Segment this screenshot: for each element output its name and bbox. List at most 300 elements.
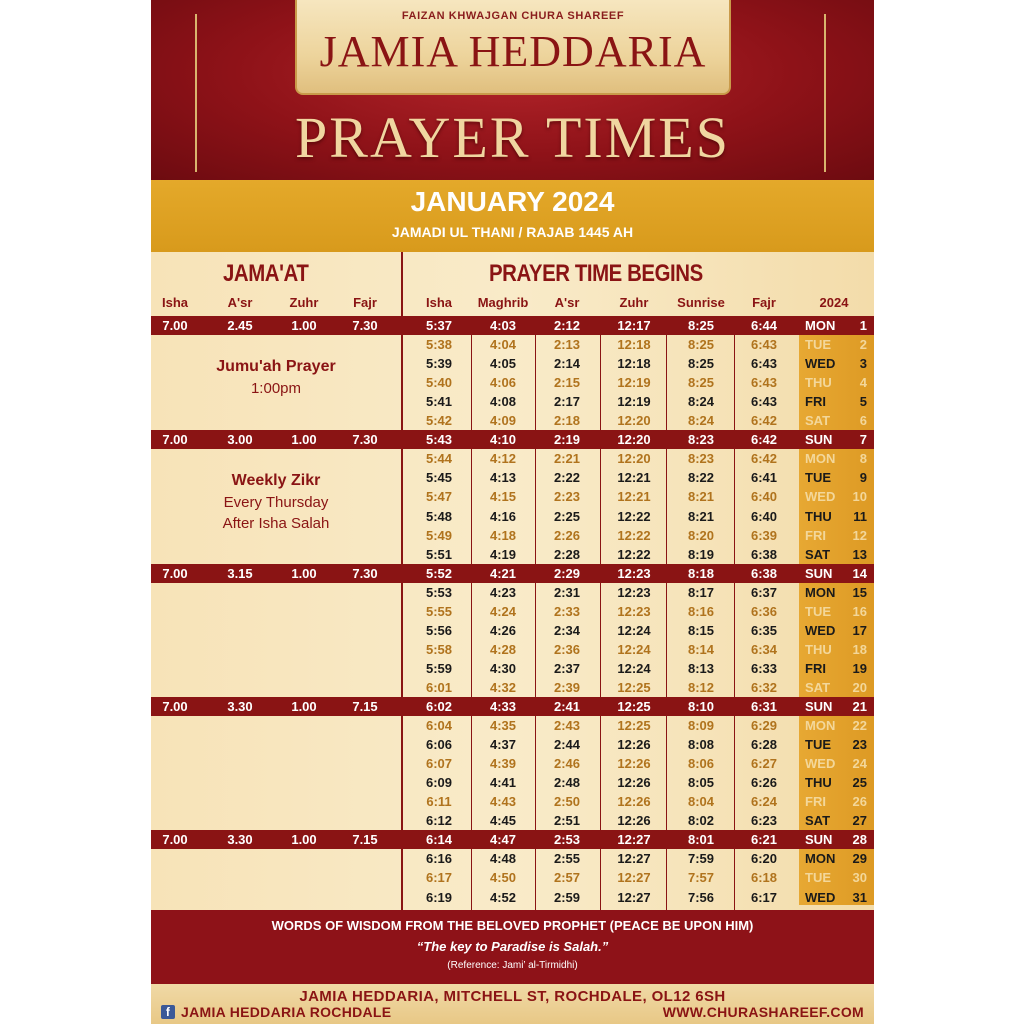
begin-time: 12:20 <box>617 432 651 448</box>
begin-time: 12:21 <box>617 470 651 486</box>
begin-time: 2:44 <box>553 737 581 753</box>
begin-time: 4:19 <box>489 546 517 562</box>
date-number: 22 <box>852 718 867 734</box>
date-number: 27 <box>852 813 867 829</box>
begin-time: 6:38 <box>750 565 778 581</box>
begin-time: 12:27 <box>617 889 651 905</box>
table-row <box>151 678 874 697</box>
date-number: 31 <box>852 889 867 905</box>
date-number: 13 <box>852 546 867 562</box>
begin-time: 12:26 <box>617 794 651 810</box>
begin-time: 6:38 <box>750 546 778 562</box>
begin-time: 6:17 <box>425 870 453 886</box>
jumuah-title: Jumu'ah Prayer <box>216 358 336 375</box>
begin-time: 6:36 <box>750 603 778 619</box>
begin-time: 8:17 <box>687 584 715 600</box>
weekday: THU <box>805 775 832 791</box>
begin-time: 2:59 <box>553 889 581 905</box>
begin-time: 6:17 <box>750 889 778 905</box>
begin-time: 5:44 <box>425 451 453 467</box>
begin-time: 8:13 <box>687 660 715 676</box>
begin-time: 6:42 <box>750 451 778 467</box>
begin-time: 12:18 <box>617 337 651 353</box>
zikr-title: Weekly Zikr <box>231 472 321 489</box>
date-number: 18 <box>852 641 867 657</box>
begin-time: 4:45 <box>489 813 517 829</box>
begin-time: 8:24 <box>687 394 715 410</box>
date-number: 1 <box>859 318 867 333</box>
begin-time: 2:55 <box>553 851 581 867</box>
begins-header: Isha <box>425 295 452 310</box>
begin-time: 12:23 <box>617 603 651 619</box>
weekday: SUN <box>805 699 833 714</box>
weekday: THU <box>805 375 832 391</box>
begin-time: 2:37 <box>553 660 581 676</box>
begin-time: 8:22 <box>687 470 715 486</box>
date-number: 6 <box>859 413 867 429</box>
weekday: TUE <box>805 737 831 753</box>
begin-time: 4:32 <box>489 679 517 695</box>
weekday: MON <box>805 318 836 333</box>
prayer-times-poster <box>151 0 874 1024</box>
begin-time: 12:25 <box>617 679 651 695</box>
begin-time: 8:05 <box>687 775 715 791</box>
begin-time: 8:09 <box>687 718 715 734</box>
begin-time: 12:21 <box>617 489 651 505</box>
footer <box>151 984 874 1024</box>
column-divider <box>535 332 536 910</box>
begin-time: 4:06 <box>489 375 517 391</box>
table-row <box>151 868 874 887</box>
table-row <box>151 735 874 754</box>
zikr-info <box>151 472 401 532</box>
table-row <box>151 716 874 735</box>
begin-time: 2:33 <box>553 603 581 619</box>
begin-time: 2:25 <box>553 508 581 524</box>
begin-time: 2:12 <box>553 318 581 333</box>
weekday: SAT <box>805 546 831 562</box>
weekday: SUN <box>805 832 833 848</box>
date-number: 10 <box>852 489 867 505</box>
table-row <box>151 811 874 830</box>
date-number: 29 <box>852 851 867 867</box>
begin-time: 5:52 <box>425 565 453 581</box>
begin-time: 4:21 <box>489 565 517 581</box>
date-number: 3 <box>859 356 867 372</box>
weekday: THU <box>805 508 832 524</box>
begin-time: 12:20 <box>617 451 651 467</box>
begin-time: 2:17 <box>553 394 581 410</box>
weekday: SAT <box>805 813 831 829</box>
begin-time: 4:50 <box>489 870 517 886</box>
begin-time: 4:52 <box>489 889 517 905</box>
begin-time: 5:53 <box>425 584 453 600</box>
begin-time: 2:57 <box>553 870 581 886</box>
begin-time: 12:25 <box>617 699 651 714</box>
begins-title: PRAYER TIME BEGINS <box>489 260 703 287</box>
begin-time: 2:36 <box>553 641 581 657</box>
begin-time: 2:41 <box>553 699 581 714</box>
begin-time: 6:35 <box>750 622 778 638</box>
jamaat-time: 1.00 <box>291 318 317 333</box>
jamaat-time: 7.15 <box>352 699 378 714</box>
begin-time: 6:26 <box>750 775 778 791</box>
facebook-label: JAMIA HEDDARIA ROCHDALE <box>181 1004 392 1020</box>
begin-time: 5:58 <box>425 641 453 657</box>
weekday: WED <box>805 622 836 638</box>
table-row <box>151 316 874 335</box>
table-row <box>151 773 874 792</box>
begin-time: 12:22 <box>617 508 651 524</box>
begin-time: 6:43 <box>750 375 778 391</box>
begin-time: 5:42 <box>425 413 453 429</box>
weekday: WED <box>805 756 836 772</box>
date-number: 12 <box>852 527 867 543</box>
weekday: MON <box>805 718 836 734</box>
jamaat-header: Zuhr <box>289 295 319 310</box>
begin-time: 6:20 <box>750 851 778 867</box>
date-number: 7 <box>859 432 867 448</box>
begin-time: 5:51 <box>425 546 453 562</box>
begin-time: 4:15 <box>489 489 517 505</box>
begin-time: 6:33 <box>750 660 778 676</box>
begin-time: 4:12 <box>489 451 517 467</box>
table-row <box>151 830 874 849</box>
date-number: 24 <box>852 756 867 772</box>
wisdom-title: WORDS OF WISDOM FROM THE BELOVED PROPHET (PEACE BE UPON HIM) <box>271 918 754 933</box>
begin-time: 12:27 <box>617 832 651 848</box>
begin-time: 2:51 <box>553 813 581 829</box>
table-row <box>151 792 874 811</box>
table-row <box>151 564 874 583</box>
jamaat-time: 7.00 <box>162 318 188 333</box>
begin-time: 4:03 <box>489 318 517 333</box>
begin-time: 2:23 <box>553 489 581 505</box>
begin-time: 6:44 <box>750 318 778 333</box>
begin-time: 8:06 <box>687 756 715 772</box>
begin-time: 6:11 <box>426 794 452 810</box>
jamaat-time: 3.15 <box>227 565 253 581</box>
begin-time: 2:18 <box>553 413 581 429</box>
begins-header: A'sr <box>554 295 580 310</box>
begin-time: 12:24 <box>617 641 651 657</box>
begin-time: 12:26 <box>617 737 651 753</box>
begin-time: 4:26 <box>489 622 517 638</box>
begin-time: 12:26 <box>617 775 651 791</box>
begin-time: 4:16 <box>489 508 517 524</box>
facebook-link[interactable] <box>161 1004 391 1020</box>
date-number: 20 <box>852 679 867 695</box>
year-header: 2024 <box>819 295 849 310</box>
table-row <box>151 545 874 564</box>
begin-time: 8:21 <box>687 508 715 524</box>
begin-time: 8:14 <box>687 641 715 657</box>
begin-time: 12:19 <box>617 394 651 410</box>
date-number: 9 <box>859 470 867 486</box>
begin-time: 2:22 <box>553 470 581 486</box>
begin-time: 6:21 <box>750 832 778 848</box>
begin-time: 4:30 <box>489 660 517 676</box>
begin-time: 8:19 <box>687 546 715 562</box>
weekday: SAT <box>805 679 831 695</box>
jamaat-time: 3.00 <box>227 432 253 448</box>
jamaat-time: 7.30 <box>352 432 378 448</box>
begin-time: 5:55 <box>425 603 453 619</box>
begin-time: 12:20 <box>617 413 651 429</box>
weekday: TUE <box>805 470 831 486</box>
jamaat-time: 7.15 <box>352 832 378 848</box>
begin-time: 6:43 <box>750 337 778 353</box>
date-number: 11 <box>853 508 867 524</box>
weekday: MON <box>805 851 836 867</box>
begin-time: 6:06 <box>425 737 453 753</box>
page-title: PRAYER TIMES <box>295 105 730 170</box>
begin-time: 4:37 <box>489 737 517 753</box>
begin-time: 8:25 <box>687 318 715 333</box>
begin-time: 4:41 <box>489 775 517 791</box>
date-number: 14 <box>852 565 867 581</box>
wisdom-banner <box>151 910 874 984</box>
begin-time: 12:22 <box>617 546 651 562</box>
begin-time: 8:04 <box>687 794 715 810</box>
table-row <box>151 888 874 907</box>
weekday: WED <box>805 889 836 905</box>
table-row <box>151 640 874 659</box>
begin-time: 6:34 <box>750 641 778 657</box>
begin-time: 6:02 <box>425 699 453 714</box>
jamaat-time: 2.45 <box>227 318 253 333</box>
begins-header: Maghrib <box>477 295 529 310</box>
begin-time: 4:10 <box>489 432 517 448</box>
date-number: 15 <box>852 584 867 600</box>
table-row <box>151 697 874 716</box>
zikr-line-1: Every Thursday <box>223 494 329 511</box>
jumuah-time: 1:00pm <box>250 380 302 397</box>
begin-time: 12:23 <box>617 565 651 581</box>
jamaat-time: 7.00 <box>162 699 188 714</box>
begin-time: 6:42 <box>750 413 778 429</box>
begin-time: 6:43 <box>750 356 778 372</box>
table-row <box>151 659 874 678</box>
month-band <box>151 180 874 252</box>
website-link[interactable]: WWW.CHURASHAREEF.COM <box>662 1004 864 1020</box>
begin-time: 6:09 <box>425 775 453 791</box>
weekday: SAT <box>805 413 831 429</box>
begin-time: 4:13 <box>489 470 517 486</box>
begin-time: 8:25 <box>687 337 715 353</box>
wisdom-quote: “The key to Paradise is Salah.” <box>416 939 609 954</box>
begin-time: 12:18 <box>617 356 651 372</box>
begin-time: 12:26 <box>617 756 651 772</box>
weekday: THU <box>805 641 832 657</box>
begin-time: 6:42 <box>750 432 778 448</box>
begin-time: 12:24 <box>617 622 651 638</box>
jamaat-time: 1.00 <box>291 699 317 714</box>
begin-time: 5:39 <box>425 356 453 372</box>
weekday: MON <box>805 584 836 600</box>
table-row <box>151 411 874 430</box>
jamaat-time: 3.30 <box>227 699 253 714</box>
begin-time: 4:28 <box>489 641 517 657</box>
timetable <box>151 252 874 910</box>
begin-time: 8:23 <box>687 451 715 467</box>
org-name: JAMIA HEDDARIA <box>319 27 707 76</box>
begin-time: 8:25 <box>687 375 715 391</box>
facebook-icon: f <box>161 1005 175 1019</box>
weekday: MON <box>805 451 836 467</box>
begin-time: 12:26 <box>617 813 651 829</box>
jamaat-time: 7.00 <box>162 565 188 581</box>
begin-time: 2:46 <box>553 756 581 772</box>
weekday: WED <box>805 489 836 505</box>
begin-time: 8:23 <box>687 432 715 448</box>
begin-time: 12:22 <box>617 527 651 543</box>
begin-time: 2:26 <box>553 527 581 543</box>
begin-time: 2:53 <box>553 832 581 848</box>
begin-time: 6:39 <box>750 527 778 543</box>
date-number: 23 <box>852 737 867 753</box>
begin-time: 6:14 <box>425 832 453 848</box>
begin-time: 12:19 <box>617 375 651 391</box>
header <box>151 0 874 180</box>
jamaat-time: 1.00 <box>291 432 317 448</box>
begin-time: 6:29 <box>750 718 778 734</box>
begin-time: 4:48 <box>489 851 517 867</box>
begin-time: 8:21 <box>687 489 715 505</box>
column-divider <box>471 332 472 910</box>
begin-time: 4:35 <box>489 718 517 734</box>
begin-time: 4:43 <box>489 794 517 810</box>
begin-time: 12:17 <box>617 318 651 333</box>
jamaat-time: 7.00 <box>162 832 188 848</box>
table-row <box>151 602 874 621</box>
weekday: TUE <box>805 337 831 353</box>
date-number: 5 <box>859 394 867 410</box>
table-row <box>151 621 874 640</box>
begin-time: 12:25 <box>617 718 651 734</box>
begin-time: 4:08 <box>489 394 517 410</box>
column-divider <box>734 332 735 910</box>
begin-time: 6:23 <box>750 813 778 829</box>
date-number: 4 <box>859 375 867 391</box>
table-row <box>151 754 874 773</box>
begin-time: 2:31 <box>553 584 581 600</box>
begin-time: 8:18 <box>687 565 715 581</box>
begin-time: 2:50 <box>553 794 581 810</box>
date-number: 8 <box>859 451 867 467</box>
weekday: SUN <box>805 432 833 448</box>
begin-time: 2:48 <box>553 775 581 791</box>
weekday: TUE <box>805 870 831 886</box>
begin-time: 8:08 <box>687 737 715 753</box>
table-row <box>151 335 874 354</box>
begin-time: 6:28 <box>750 737 778 753</box>
date-number: 16 <box>852 603 867 619</box>
begin-time: 5:48 <box>425 508 453 524</box>
wisdom-reference: (Reference: Jami’ al-Tirmidhi) <box>447 960 578 971</box>
jamaat-header: A'sr <box>227 295 253 310</box>
nameplate <box>295 0 731 95</box>
begin-time: 6:32 <box>750 679 778 695</box>
begin-time: 6:01 <box>425 679 453 695</box>
weekday: WED <box>805 356 836 372</box>
jamaat-header: Isha <box>161 295 188 310</box>
date-number: 25 <box>852 775 867 791</box>
begin-time: 2:19 <box>553 432 581 448</box>
begin-time: 7:57 <box>687 870 715 886</box>
jamaat-time: 7.30 <box>352 565 378 581</box>
begin-time: 6:18 <box>750 870 778 886</box>
begin-time: 5:41 <box>425 394 453 410</box>
begin-time: 6:04 <box>425 718 453 734</box>
begin-time: 2:13 <box>553 337 581 353</box>
begin-time: 5:45 <box>425 470 453 486</box>
begin-time: 6:16 <box>425 851 453 867</box>
zikr-line-2: After Isha Salah <box>222 515 330 532</box>
begin-time: 5:49 <box>425 527 453 543</box>
begin-time: 2:28 <box>553 546 581 562</box>
begin-time: 6:37 <box>750 584 778 600</box>
begin-time: 2:14 <box>553 356 581 372</box>
column-divider <box>666 332 667 910</box>
begins-header: Fajr <box>752 295 776 310</box>
jamaat-time: 3.30 <box>227 832 253 848</box>
begin-time: 5:43 <box>425 432 453 448</box>
begin-time: 4:09 <box>489 413 517 429</box>
begin-time: 5:37 <box>425 318 453 333</box>
begin-time: 4:04 <box>489 337 517 353</box>
begin-time: 6:12 <box>425 813 453 829</box>
jamaat-title: JAMA'AT <box>223 260 309 287</box>
begin-time: 8:12 <box>687 679 715 695</box>
begin-time: 4:05 <box>489 356 517 372</box>
begin-time: 8:01 <box>687 832 715 848</box>
begin-time: 8:02 <box>687 813 715 829</box>
date-number: 26 <box>852 794 867 810</box>
begin-time: 6:27 <box>750 756 778 772</box>
begin-time: 2:39 <box>553 679 581 695</box>
begin-time: 2:21 <box>553 451 581 467</box>
begin-time: 2:34 <box>553 622 581 638</box>
begin-time: 6:43 <box>750 394 778 410</box>
begin-time: 5:38 <box>425 337 453 353</box>
begin-time: 8:25 <box>687 356 715 372</box>
jamaat-time: 7.30 <box>352 318 378 333</box>
begin-time: 12:23 <box>617 584 651 600</box>
begin-time: 12:27 <box>617 851 651 867</box>
table-row <box>151 849 874 868</box>
weekday: FRI <box>805 660 826 676</box>
date-number: 17 <box>852 622 867 638</box>
date-number: 2 <box>859 337 867 353</box>
address: JAMIA HEDDARIA, MITCHELL ST, ROCHDALE, OL12 6SH <box>299 988 726 1005</box>
begins-header: Zuhr <box>619 295 649 310</box>
begin-time: 6:41 <box>750 470 778 486</box>
date-number: 30 <box>852 870 867 886</box>
begin-time: 8:10 <box>687 699 715 714</box>
begin-time: 8:16 <box>687 603 715 619</box>
begin-time: 12:27 <box>617 870 651 886</box>
column-divider <box>600 332 601 910</box>
begin-time: 4:47 <box>489 832 517 848</box>
jamaat-time: 1.00 <box>291 832 317 848</box>
begin-time: 8:24 <box>687 413 715 429</box>
jamaat-time: 1.00 <box>291 565 317 581</box>
begin-time: 4:39 <box>489 756 517 772</box>
table-row <box>151 449 874 468</box>
date-number: 19 <box>852 660 867 676</box>
begin-time: 8:15 <box>687 622 715 638</box>
